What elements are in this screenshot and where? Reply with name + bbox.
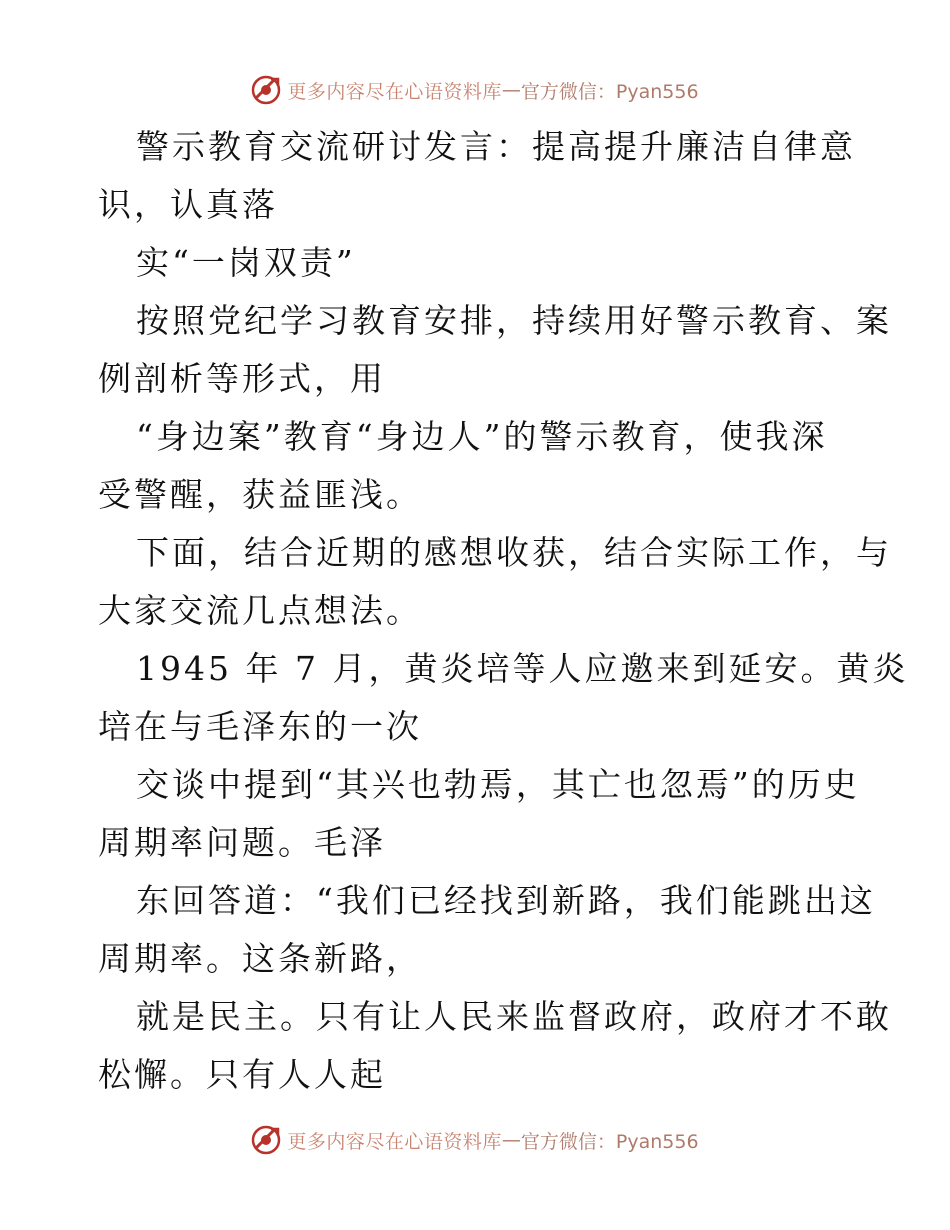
watermark-site-text: 更多内容尽在心语资料库 bbox=[287, 80, 502, 103]
text-line: 1945 年 7 月，黄炎培等人应邀来到延安。黄炎 bbox=[136, 649, 909, 688]
text-line: 受警醒，获益匪浅。 bbox=[98, 475, 422, 514]
text-line: 培在与毛泽东的一次 bbox=[98, 707, 422, 746]
text-line: 周期率。这条新路， bbox=[98, 939, 422, 978]
footer-watermark bbox=[0, 1123, 950, 1157]
text-line: 交谈中提到“其兴也勃焉，其亡也忽焉”的历史 bbox=[136, 765, 860, 804]
text-line: “身边案”教育“身边人”的警示教育，使我深 bbox=[136, 417, 828, 456]
watermark-wechat-text: 官方微信：Pyan556 bbox=[520, 1130, 699, 1153]
text-line: 下面，结合近期的感想收获，结合实际工作，与 bbox=[136, 533, 892, 572]
watermark-site-text: 更多内容尽在心语资料库 bbox=[287, 1130, 502, 1153]
header-watermark bbox=[0, 73, 950, 107]
watermark-separator: — bbox=[501, 1129, 521, 1151]
logo-icon bbox=[251, 1125, 281, 1155]
text-line: 东回答道：“我们已经找到新路，我们能跳出这 bbox=[136, 881, 876, 920]
text-line: 就是民主。只有让人民来监督政府，政府才不敢 bbox=[136, 997, 892, 1036]
text-line: 识，认真落 bbox=[98, 185, 278, 224]
text-line: 警示教育交流研讨发言：提高提升廉洁自律意 bbox=[136, 127, 856, 166]
text-line: 按照党纪学习教育安排，持续用好警示教育、案 bbox=[136, 301, 892, 340]
logo-icon bbox=[251, 75, 281, 105]
text-line: 例剖析等形式，用 bbox=[98, 359, 386, 398]
watermark-separator: — bbox=[501, 79, 521, 101]
text-line: 周期率问题。毛泽 bbox=[98, 823, 386, 862]
watermark-wechat-text: 官方微信：Pyan556 bbox=[520, 80, 699, 103]
document-body bbox=[98, 118, 909, 1104]
text-line: 松懈。只有人人起 bbox=[98, 1055, 386, 1094]
text-line: 实“一岗双责” bbox=[136, 243, 356, 282]
text-line: 大家交流几点想法。 bbox=[98, 591, 422, 630]
